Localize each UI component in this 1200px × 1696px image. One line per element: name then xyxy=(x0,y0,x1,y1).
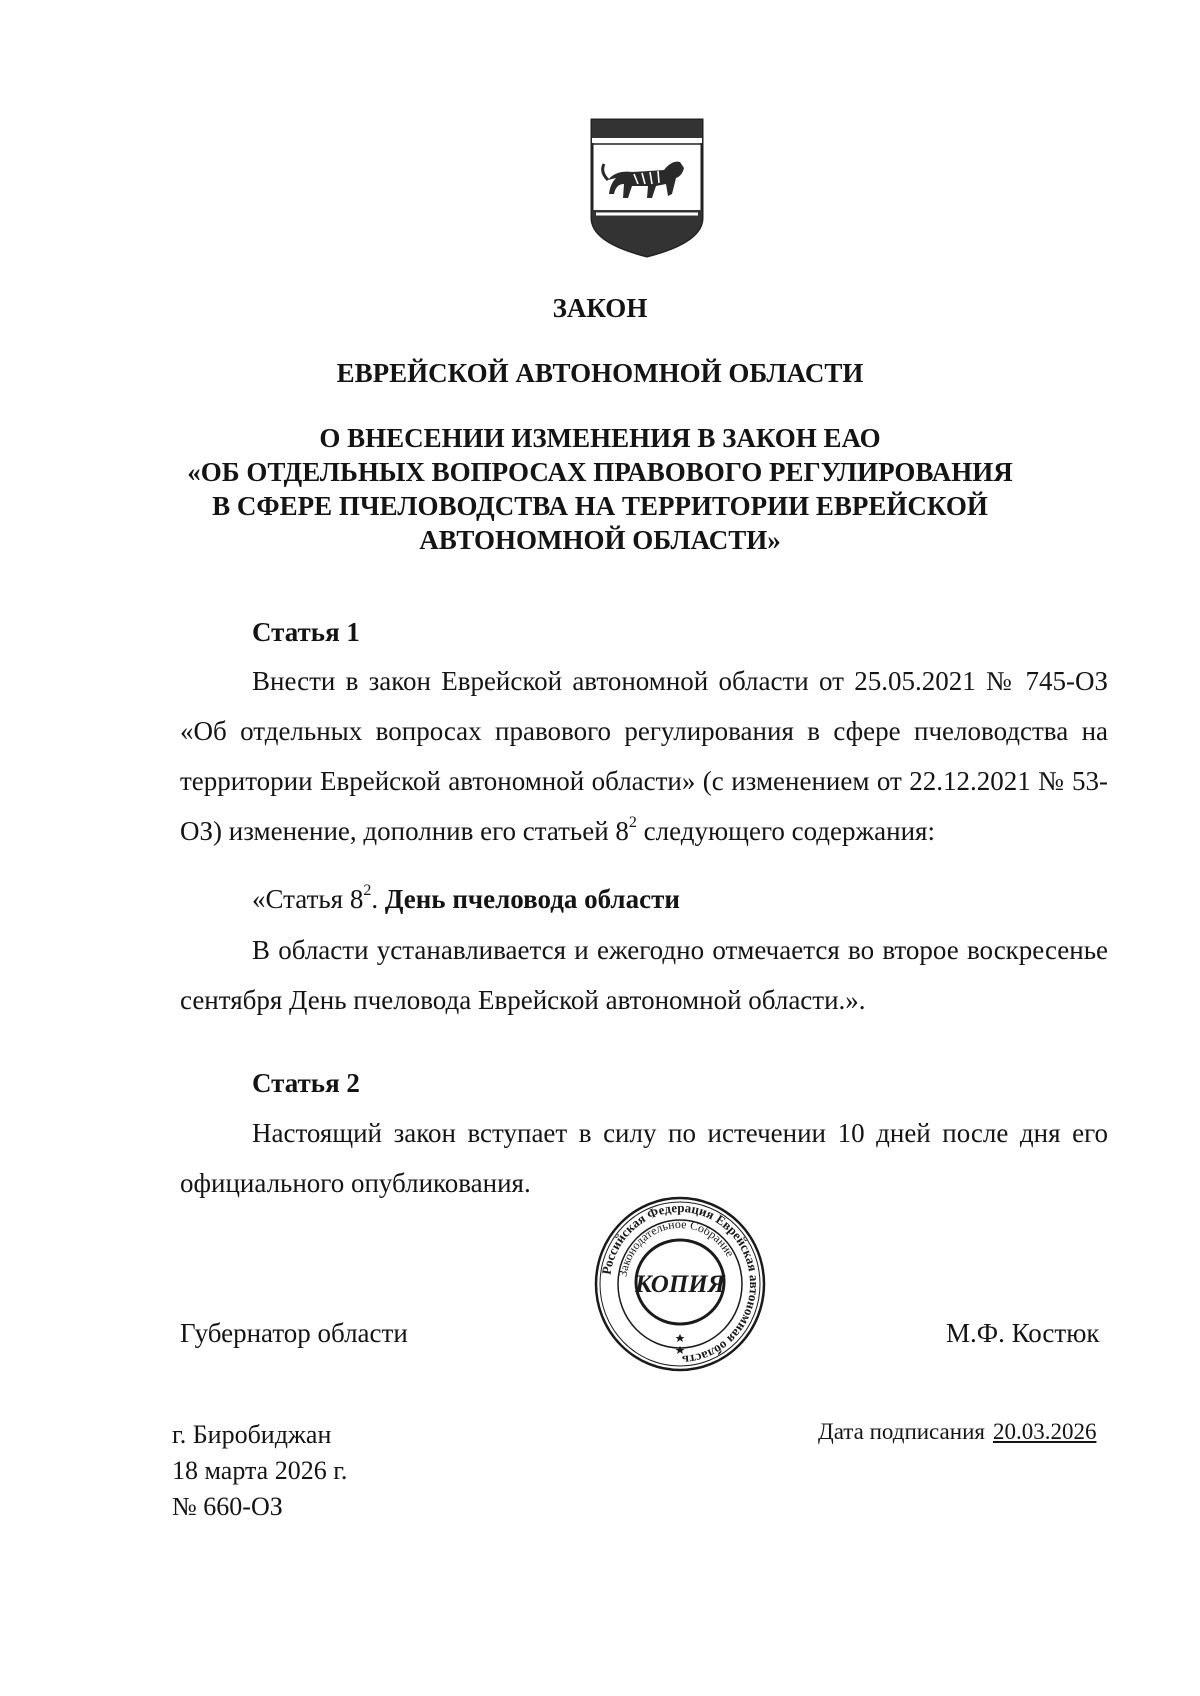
signing-date-block xyxy=(818,1417,1096,1447)
stamp-center-text: КОПИЯ xyxy=(635,1271,725,1298)
signature-position: Губернатор области xyxy=(180,1318,408,1348)
document-region: ЕВРЕЙСКОЙ АВТОНОМНОЙ ОБЛАСТИ xyxy=(336,358,864,388)
coat-of-arms-tiger-icon xyxy=(586,114,708,262)
subject-line: АВТОНОМНОЙ ОБЛАСТИ» xyxy=(419,525,781,555)
new-article-title: День пчеловода области xyxy=(384,884,680,914)
adoption-date: 18 марта 2026 г. xyxy=(172,1456,348,1485)
signature-name: М.Ф. Костюк xyxy=(946,1318,1100,1348)
city: г. Биробиджан xyxy=(172,1420,332,1449)
new-article-heading xyxy=(252,882,680,916)
star-icon xyxy=(676,1334,685,1342)
article-1-text xyxy=(180,656,1108,856)
signing-date-value: 20.03.2026 xyxy=(992,1419,1097,1444)
subject-line: «ОБ ОТДЕЛЬНЫХ ВОПРОСАХ ПРАВОВОГО РЕГУЛИРОВАНИЯ xyxy=(187,457,1013,487)
signing-date-label: Дата подписания xyxy=(818,1419,985,1444)
stamp-inner-path: Законодательное Собрание xyxy=(615,1216,738,1278)
document-footer xyxy=(172,1417,347,1525)
superscript: 2 xyxy=(628,814,637,831)
article-1-text-main: Внести в закон Еврейской автономной области от 25.05.2021 № 745-ОЗ «Об отдельных вопросах правового регулирования в сфере пчеловодства на территории Еврейской автономной области» (с изменением от 22.12.2021 № 53-ОЗ) изменение, дополнив его статьей 8 xyxy=(180,666,1108,846)
superscript: 2 xyxy=(363,882,372,899)
new-article-dot: . xyxy=(371,884,379,914)
article-1-text-end: следующего содержания: xyxy=(636,816,935,846)
article-2-heading: Статья 2 xyxy=(252,1068,360,1098)
official-stamp xyxy=(594,1196,766,1372)
new-article-prefix: «Статья 8 xyxy=(252,884,364,914)
new-article-text: В области устанавливается и ежегодно отмечается во второе воскресенье сентября День пчеловода Еврейской автономной области.». xyxy=(180,935,1108,1015)
stamp-outer-path: Российская Федерация Еврейская автономная область xyxy=(598,1199,763,1369)
law-number: № 660-ОЗ xyxy=(172,1492,283,1521)
article-1-heading: Статья 1 xyxy=(252,617,360,647)
article-2-text: Настоящий закон вступает в силу по истечении 10 дней после дня его официального опубликования. xyxy=(180,1118,1108,1198)
subject-line: О ВНЕСЕНИИ ИЗМЕНЕНИЯ В ЗАКОН ЕАО xyxy=(319,423,881,453)
document-type: ЗАКОН xyxy=(552,293,648,323)
document-subject xyxy=(150,421,1050,557)
subject-line: В СФЕРЕ ПЧЕЛОВОДСТВА НА ТЕРРИТОРИИ ЕВРЕЙСКОЙ xyxy=(212,491,988,521)
